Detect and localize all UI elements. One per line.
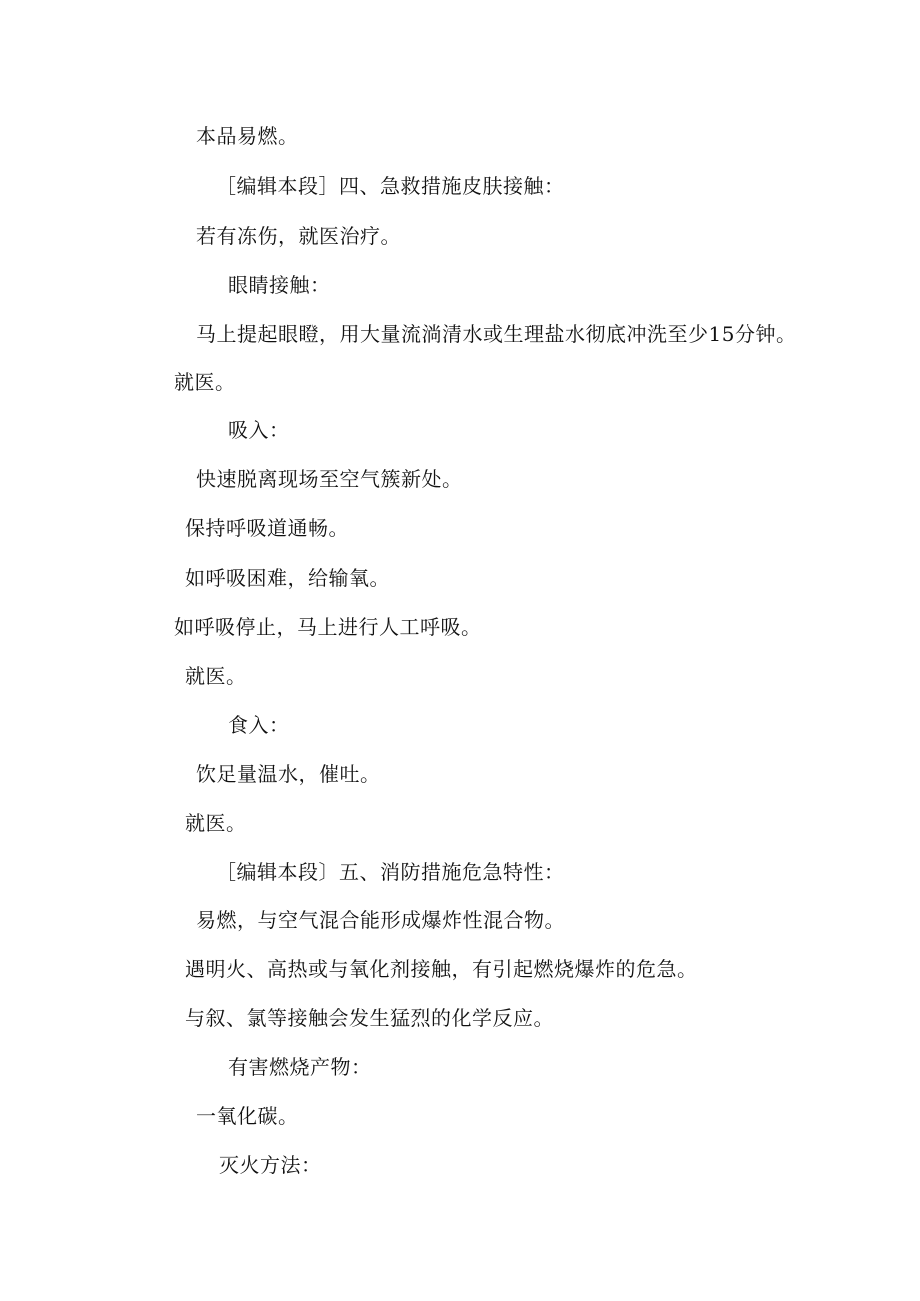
paragraph-seek-medical-3: 就医。	[185, 811, 247, 835]
section-heading-fire-fighting: ［编辑本段〕五、消防措施危急特性：	[216, 860, 565, 884]
section-heading-first-aid: ［编辑本段］四、急救措施皮肤接触：	[216, 174, 565, 198]
paragraph-ignition-hazard: 遇明火、高热或与氧化剂接触，有引起燃烧爆炸的危急。	[185, 957, 698, 981]
paragraph-flammable: 本品易燃。	[196, 124, 299, 148]
paragraph-airway: 保持呼吸道通畅。	[185, 516, 349, 540]
subheading-eye-contact: 眼睛接触：	[228, 273, 331, 297]
paragraph-fresh-air: 快速脱离现场至空气簇新处。	[196, 467, 463, 491]
paragraph-frostbite: 若有冻伤，就医治疗。	[196, 224, 401, 248]
paragraph-seek-medical-2: 就医。	[185, 664, 247, 688]
paragraph-seek-medical-1: 就医。	[174, 370, 236, 394]
subheading-ingestion: 食入：	[228, 713, 290, 737]
paragraph-oxygen: 如呼吸困难，给输氧。	[185, 566, 390, 590]
subheading-extinguishing-method: 灭火方法：	[219, 1153, 322, 1177]
paragraph-artificial-respiration: 如呼吸停止，马上进行人工呼吸。	[174, 615, 482, 639]
paragraph-carbon-monoxide: 一氧化碳。	[196, 1104, 299, 1128]
paragraph-chlorine-reaction: 与叙、氯等接触会发生猛烈的化学反应。	[185, 1006, 554, 1030]
paragraph-explosive-mixture: 易燃，与空气混合能形成爆炸性混合物。	[196, 908, 565, 932]
paragraph-warm-water: 饮足量温水，催吐。	[196, 762, 381, 786]
subheading-combustion-products: 有害燃烧产物：	[228, 1055, 372, 1079]
subheading-inhalation: 吸入：	[228, 418, 290, 442]
paragraph-eye-rinse: 马上提起眼瞪，用大量流淌清水或生理盐水彻底冲洗至少15分钟。	[196, 322, 797, 346]
